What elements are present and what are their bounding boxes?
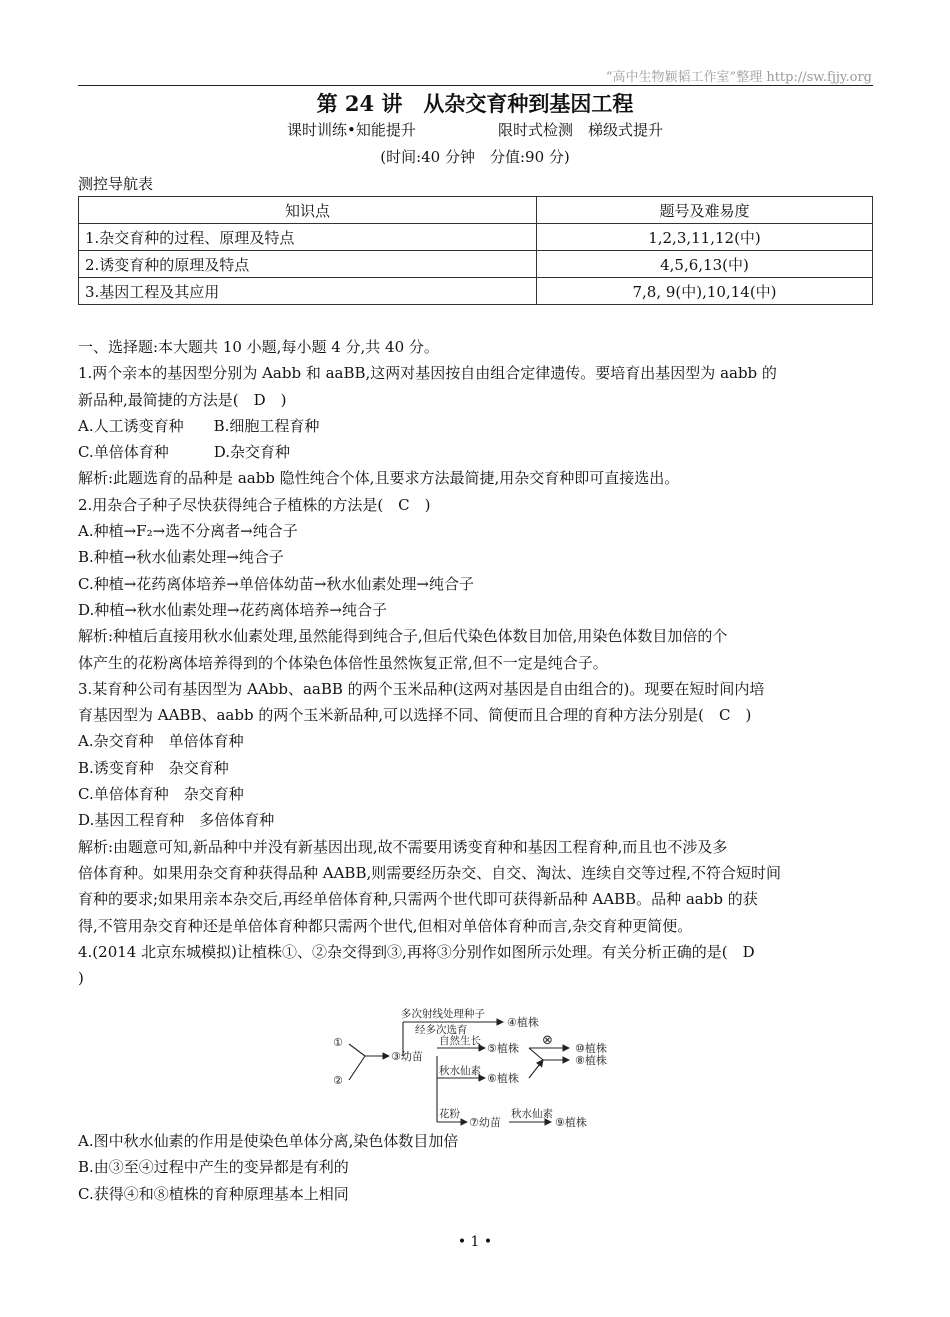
plant-5: ⑤植株 — [487, 1042, 519, 1055]
nav-table — [78, 196, 873, 305]
text-line: 新品种,最简捷的方法是( D ) — [78, 390, 287, 409]
label-irradiation: 多次射线处理种子 — [401, 1008, 485, 1020]
text-line: 解析:种植后直接用秋水仙素处理,虽然能得到纯合子,但后代染色体数目加倍,用染色体数目加倍的个 — [78, 627, 728, 646]
table-row — [79, 224, 873, 251]
text-line: C.单倍体育种 杂交育种 — [78, 785, 244, 804]
text-line: B.诱变育种 杂交育种 — [78, 758, 229, 777]
label-pollen: 花粉 — [439, 1108, 460, 1120]
text-line: 育种的要求;如果用亲本杂交后,再经单倍体育种,只需两个世代即可获得新品种 AABB。品种 aabb 的获 — [78, 890, 758, 909]
time-score: (时间:40 分钟 分值:90 分) — [380, 148, 570, 166]
text-line: A.杂交育种 单倍体育种 — [78, 732, 244, 751]
header-cell: 题号及难易度 — [537, 197, 873, 224]
table-cell: 7,8, 9(中),10,14(中) — [537, 278, 873, 305]
subtitle-right: 限时式检测 梯级式提升 — [498, 121, 664, 139]
text-line: C.单倍体育种 D.杂交育种 — [78, 443, 290, 462]
label-colchicine-2: 秋水仙素 — [511, 1108, 553, 1120]
text-line: C.种植→花药离体培养→单倍体幼苗→秋水仙素处理→纯合子 — [78, 574, 474, 593]
text-line: 解析:此题选育的品种是 aabb 隐性纯合个体,且要求方法最简捷,用杂交育种即可直接选出。 — [78, 469, 680, 488]
table-cell: 3.基因工程及其应用 — [79, 278, 537, 305]
question-body — [78, 334, 878, 991]
text-line: 倍体育种。如果用杂交育种获得品种 AABB,则需要经历杂交、自交、淘汰、连续自交等过程,不符合短时间 — [78, 863, 782, 882]
text-line: A.种植→F₂→选不分离者→纯合子 — [78, 522, 298, 541]
breeding-diagram — [325, 1008, 625, 1132]
plant-4: ④植株 — [507, 1016, 539, 1029]
table-cell: 1,2,3,11,12(中) — [537, 224, 873, 251]
table-cell: 2.诱变育种的原理及特点 — [79, 251, 537, 278]
plant-10: ⑩植株 — [575, 1042, 607, 1055]
text-line: 解析:由题意可知,新品种中并没有新基因出现,故不需要用诱变育种和基因工程育种,而且也不涉及多 — [78, 837, 728, 856]
page-title: 第 24 讲 从杂交育种到基因工程 — [316, 91, 634, 116]
text-line: 体产生的花粉离体培养得到的个体染色体倍性虽然恢复正常,但不一定是纯合子。 — [78, 653, 608, 672]
text-line: D.基因工程育种 多倍体育种 — [78, 811, 275, 830]
text-line: C.获得④和⑧植株的育种原理基本上相同 — [78, 1184, 349, 1203]
table-row — [79, 278, 873, 305]
plant-8: ⑧植株 — [575, 1054, 607, 1067]
text-line: ) — [78, 969, 84, 988]
subtitle-left: 课时训练•知能提升 — [287, 121, 416, 139]
table-header-row — [79, 197, 873, 224]
plant-6: ⑥植株 — [487, 1072, 519, 1085]
selfing-symbol: ⊗ — [542, 1033, 553, 1048]
plant-9: ⑨植株 — [555, 1116, 587, 1129]
parent-2: ② — [333, 1074, 343, 1087]
text-line: 育基因型为 AABB、aabb 的两个玉米新品种,可以选择不同、简便而且合理的育种方法分别是( C ) — [78, 706, 752, 725]
table-cell: 1.杂交育种的过程、原理及特点 — [79, 224, 537, 251]
text-line: B.种植→秋水仙素处理→纯合子 — [78, 548, 284, 567]
header-rule — [78, 85, 873, 86]
page-number: • 1 • — [457, 1234, 493, 1250]
text-line: 2.用杂合子种子尽快获得纯合子植株的方法是( C ) — [78, 495, 431, 514]
text-line: B.由③至④过程中产生的变异都是有利的 — [78, 1158, 349, 1177]
seedling-7: ⑦幼苗 — [469, 1116, 501, 1129]
text-line: A.人工诱变育种 B.细胞工程育种 — [78, 416, 320, 435]
header-note: “高中生物颖韬工作室”整理 http://sw.fjjy.org — [605, 70, 872, 85]
text-line: A.图中秋水仙素的作用是使染色单体分离,染色体数目加倍 — [78, 1132, 459, 1150]
text-line: 4.(2014 北京东城模拟)让植株①、②杂交得到③,再将③分别作如图所示处理。有关分析正确的是( D — [78, 942, 755, 961]
label-colchicine: 秋水仙素 — [439, 1065, 481, 1077]
table-row — [79, 251, 873, 278]
label-selection: 经多次选育 — [415, 1024, 468, 1036]
parent-1: ① — [333, 1036, 343, 1049]
question-options — [78, 1128, 878, 1207]
seedling-3: ③幼苗 — [391, 1050, 423, 1063]
table-cell: 4,5,6,13(中) — [537, 251, 873, 278]
text-line: 1.两个亲本的基因型分别为 Aabb 和 aaBB,这两对基因按自由组合定律遗传。要培育出基因型为 aabb 的 — [78, 364, 777, 383]
nav-caption: 测控导航表 — [78, 175, 154, 193]
header-cell: 知识点 — [79, 197, 537, 224]
text-line: 3.某育种公司有基因型为 AAbb、aaBB 的两个玉米品种(这两对基因是自由组合的)。现要在短时间内培 — [78, 679, 765, 698]
text-line: 一、选择题:本大题共 10 小题,每小题 4 分,共 40 分。 — [78, 338, 439, 356]
text-line: 得,不管用杂交育种还是单倍体育种都只需两个世代,但相对单倍体育种而言,杂交育种更简便。 — [78, 916, 693, 935]
label-natural-growth: 自然生长 — [439, 1035, 481, 1047]
text-line: D.种植→秋水仙素处理→花药离体培养→纯合子 — [78, 600, 387, 619]
